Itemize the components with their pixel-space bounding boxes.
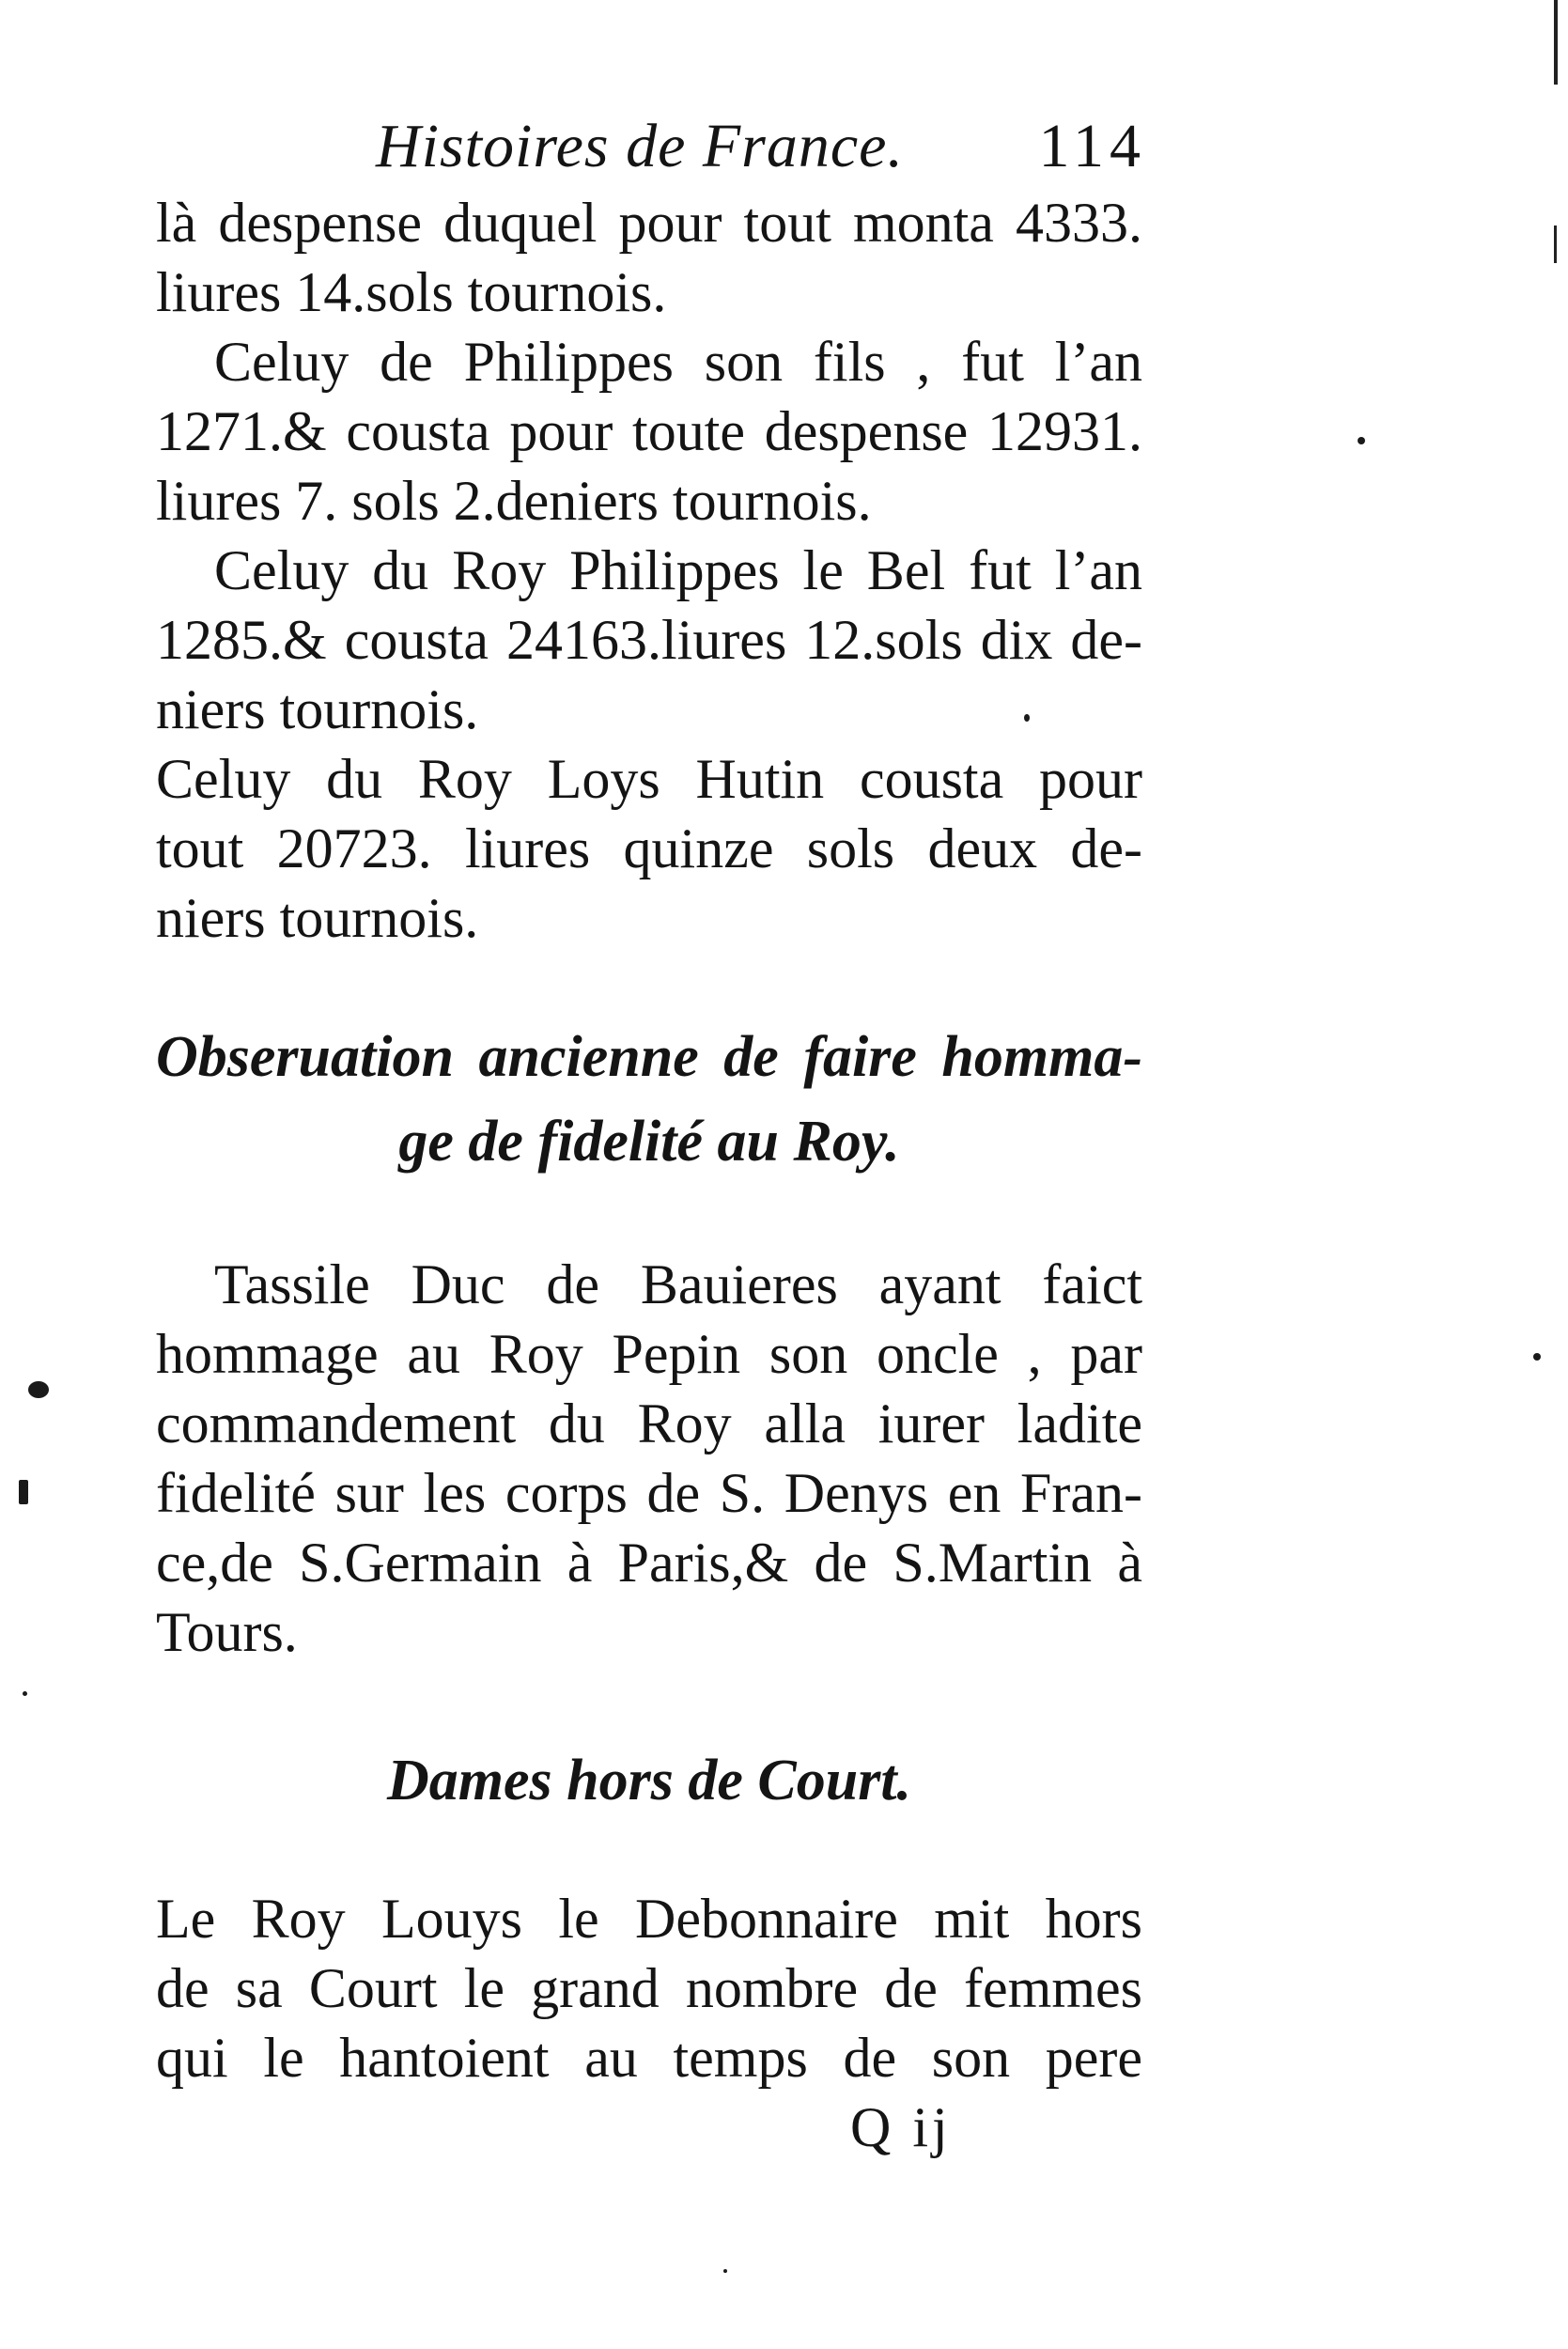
ink-speck [723, 2269, 727, 2273]
ink-speck [1358, 437, 1365, 444]
ink-speck [28, 1381, 49, 1398]
page-number: 114 [1038, 112, 1146, 180]
text-line: commandement du Roy alla iurer ladite [156, 1392, 1142, 1455]
text-line: hommage au Roy Pepin son oncle , par [156, 1323, 1142, 1385]
text-line: liures 14.sols tournois. [156, 261, 667, 323]
ink-speck [1533, 1353, 1541, 1361]
text-line: liures 7. sols 2.deniers tournois. [156, 470, 872, 532]
section-heading-homage [156, 1015, 1142, 1184]
ink-speck [1024, 714, 1030, 722]
text-line: fidelité sur les corps de S. Denys en Fran- [156, 1462, 1142, 1524]
paragraph-expenses [156, 188, 1142, 953]
text-line: 1285.& cousta 24163.liures 12.sols dix de- [156, 609, 1142, 671]
page-edge-mark [1554, 226, 1557, 263]
page-edge-mark [1554, 0, 1558, 85]
heading-line: Obseruation ancienne de faire homma- [156, 1025, 1142, 1089]
text-line: niers tournois. [156, 678, 479, 740]
text-line: ce,de S.Germain à Paris,& de S.Martin à [156, 1532, 1142, 1594]
paragraph-louys [156, 1884, 1142, 2092]
heading-line: ge de fidelité au Roy. [398, 1110, 900, 1174]
section-heading-dames: Dames hors de Court. [386, 1749, 912, 1812]
text-line: de sa Court le grand nombre de femmes [156, 1957, 1142, 2019]
text-line: 1271.& cousta pour toute despense 12931. [156, 400, 1142, 462]
text-line: Celuy de Philippes son fils , fut l’an [214, 331, 1142, 393]
ink-speck [19, 1480, 28, 1504]
text-line: tout 20723. liures quinze sols deux de- [156, 817, 1142, 879]
paragraph-tassile [156, 1250, 1142, 1667]
text-line: niers tournois. [156, 887, 479, 949]
text-line: Tours. [156, 1601, 298, 1663]
text-line: qui le hantoient au temps de son pere [156, 2027, 1142, 2089]
page-header [376, 111, 1146, 195]
text-line: Celuy du Roy Philippes le Bel fut l’an [214, 539, 1142, 601]
ink-speck [23, 1691, 27, 1696]
text-line: Le Roy Louys le Debonnaire mit hors [156, 1888, 1142, 1950]
running-title: Histoires de France. [376, 112, 904, 180]
text-line: Celuy du Roy Loys Hutin cousta pour [156, 748, 1142, 810]
text-line: là despense duquel pour tout monta 4333. [156, 192, 1142, 254]
text-line: Tassile Duc de Bauieres ayant faict [214, 1253, 1142, 1315]
signature-mark: Q ij [850, 2096, 952, 2158]
